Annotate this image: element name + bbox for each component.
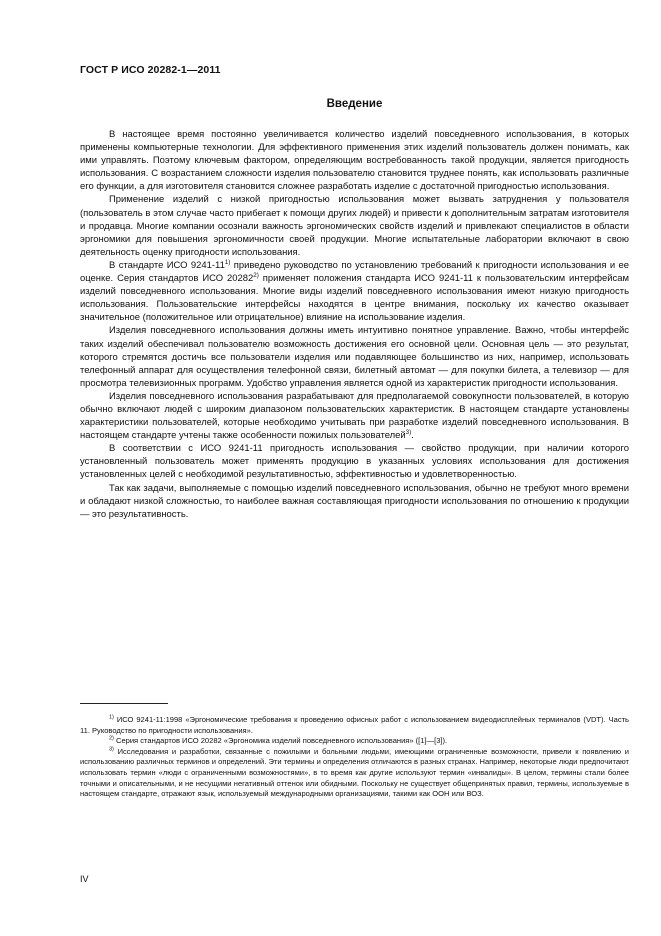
footnote-ref: 3): [405, 429, 412, 437]
paragraph-text: В стандарте ИСО 9241-11: [109, 259, 225, 271]
standard-code-header: ГОСТ Р ИСО 20282-1—2011: [80, 64, 221, 76]
footnote-ref: 2): [253, 271, 259, 279]
paragraph: [80, 259, 629, 324]
footnote: [80, 747, 629, 800]
footnote: [80, 715, 629, 736]
paragraph-text: Изделия повседневного использования разрабатывают для предполагаемой совокупности пользователей, в которую обычно включают людей с широким диапазоном пользовательских характеристик. В настоящем стандарте установлены характеристики пользователей, которые необходимо учитывать при разработке изделий повседневного использования. В настоящем стандарте учтены также особенности пожилых пользователей: [80, 390, 629, 442]
section-title: Введение: [326, 98, 383, 110]
paragraph: Изделия повседневного использования должны иметь интуитивно понятное управление. Важно, чтобы интерфейс таких изделий обеспечивал пользователю возможность достижения его основной цели. Основная цель — это результат, которого стремятся достичь все пользователи изделия или подавляющее большинство из них, например, использовать телефонный аппарат для осуществления телефонной связи, билетный автомат — для покупки билета, а телевизор — для просмотра телевизионных программ. Удобство управления является одной из характеристик пригодности использования.: [80, 325, 629, 389]
paragraph-text: применяет положения стандарта ИСО 9241-11 к пользовательским интерфейсам изделий повседневного использования. Многие виды изделий повседневного использования имеют низкую пригодность использования. Пользовательские интерфейсы находятся в центре внимания, поскольку их качество оказывает значительное (положительное или отрицательное) влияние на использование изделия.: [80, 273, 629, 324]
footnote-mark: 1): [109, 714, 114, 721]
footnote-separator: [80, 703, 168, 704]
footnote-text: ИСО 9241-11:1998 «Эргономические требования к проведению офисных работ с использованием видеодисплейных терминалов (VDT). Часть 11. Руководство по пригодности использования».: [80, 715, 629, 735]
paragraph: [80, 390, 629, 442]
paragraph-text: .: [411, 430, 414, 442]
paragraph: Применение изделий с низкой пригодностью использования может вызвать затруднения у пользователя (пользователь в этом случае часто прибегает к помощи других людей) и привести к дополнительным затратам изготовителя и продавца. Многие компании осознали важность эргономических свойств изделий и привлекают специалистов в области эргономики для повышения эргономичности своей продукции. Многие испытательные лаборатории включают в свою деятельность оценку пригодности использования.: [80, 194, 629, 258]
paragraph: В соответствии с ИСО 9241-11 пригодность использования — свойство продукции, при наличии которого установленный пользователь может применять продукцию в указанных условиях использования для достижения установленных целей с необходимой результативностью, эффективностью и удовлетворенностью.: [80, 443, 629, 481]
paragraph: В настоящее время постоянно увеличивается количество изделий повседневного использования, в которых применены компьютерные технологии. Для эффективного применения этих изделий пользователь должен понимать, как ими управлять. Поэтому ключевым фактором, определяющим востребованность такой продукции, является пригодность использования. С возрастанием сложности изделия пользователю становится труднее понять, как использовать различные его функции, а для изготовителя становится сложнее разработать изделие с достаточной пригодностью использования.: [80, 129, 629, 193]
footnote-mark: 3): [109, 746, 114, 753]
footnote-ref: 1): [224, 258, 231, 266]
footnote: [80, 736, 629, 747]
page-number: IV: [80, 874, 89, 884]
paragraph: Так как задачи, выполняемые с помощью изделий повседневного использования, обычно не требуют много времени и обладают низкой сложностью, то наиболее важная составляющая пригодности использования по отношению к продукции — это результативность.: [80, 482, 629, 520]
footnotes: [80, 715, 629, 800]
body-text: [80, 128, 629, 521]
paragraph-text: приведено руководство по установлению требований к пригодности использования и ее оценке. Серия стандартов ИСО 20282: [80, 259, 630, 285]
footnote-text: Исследования и разработки, связанные с пожилыми и больными людьми, имеющими ограниченные возможности, привели к появлению и использованию различных терминов и определений. Эти термины и определения отличаются в разных странах. Например, некоторые люди предпочитают использовать термин «люди с ограниченными возможностями», в то время как другие используют термин «инвалиды». В целом, термины стали более точными и описательными, и не несущими негативный оттенок или обидными. Поскольку не существует общепринятых правил, термины, используемые в настоящем стандарте, отражают язык, используемый международными организациями, такими как ООН или ВОЗ.: [80, 746, 629, 799]
footnote-text: Серия стандартов ИСО 20282 «Эргономика изделий повседневного использования» ([1]—[3]).: [113, 736, 448, 746]
footnote-mark: 2): [109, 735, 114, 742]
